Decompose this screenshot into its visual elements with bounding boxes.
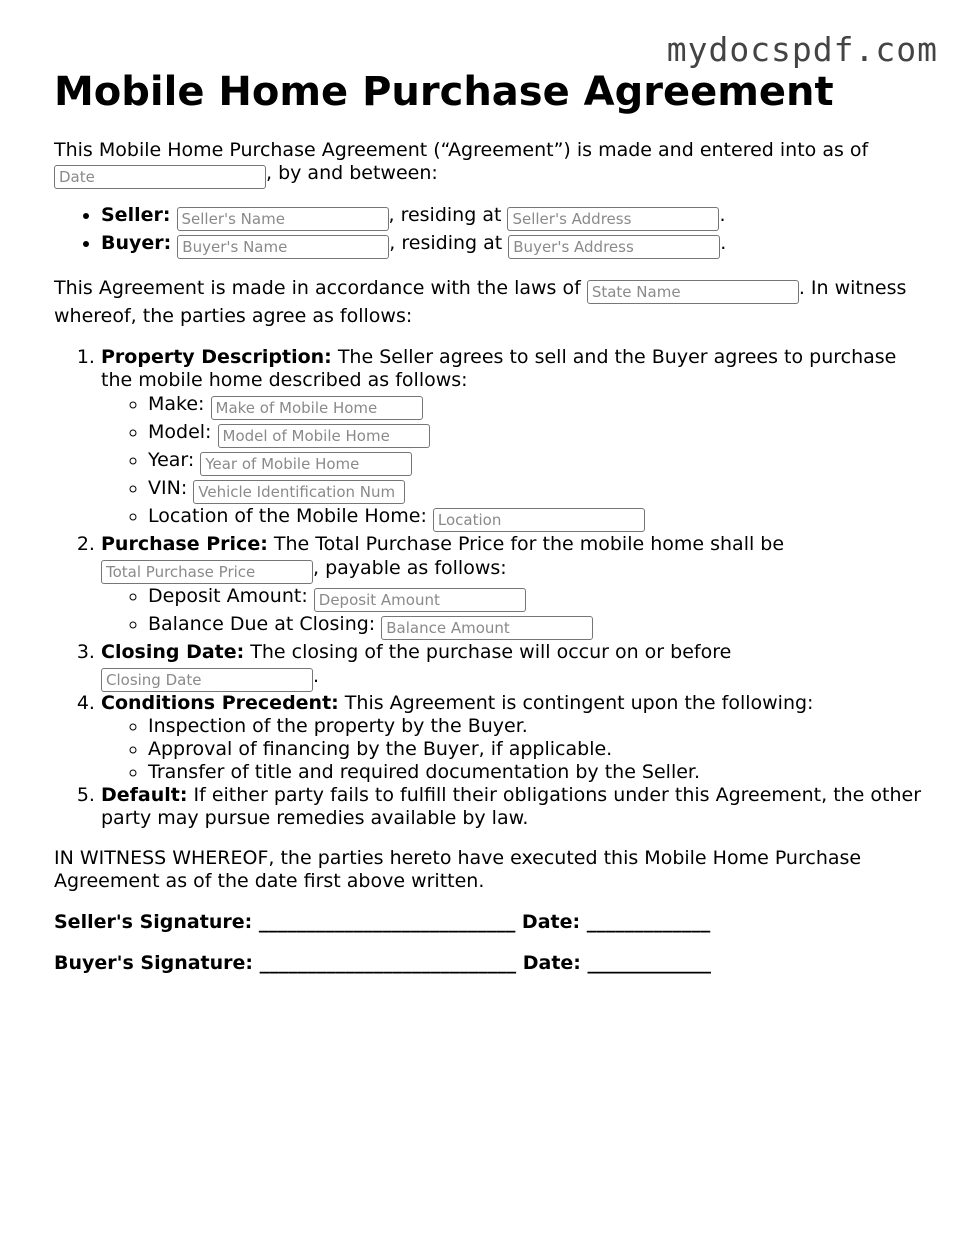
buyer-label: Buyer:: [101, 232, 172, 254]
conditions-list: [101, 715, 924, 784]
vin-input[interactable]: [193, 480, 405, 504]
balance-amount-input[interactable]: [381, 616, 593, 640]
location-item: [148, 504, 924, 532]
closing-text: The closing of the purchase will occur on or before: [244, 641, 732, 663]
state-name-input[interactable]: [587, 280, 799, 304]
year-item: [148, 448, 924, 476]
property-text: The Seller agrees to sell and the Buyer agrees to purchase the mobile home described as follows:: [101, 346, 897, 391]
make-item: [148, 392, 924, 420]
agreement-date-input[interactable]: [54, 165, 266, 189]
watermark: mydocspdf.com: [666, 30, 938, 69]
terms-list: [54, 346, 924, 830]
seller-item: [101, 203, 924, 231]
property-details-list: [101, 392, 924, 532]
price-text: The Total Purchase Price for the mobile home shall be: [267, 533, 785, 555]
year-input[interactable]: [200, 452, 412, 476]
parties-list: [54, 203, 924, 259]
closing-date-input[interactable]: [101, 668, 313, 692]
total-price-input[interactable]: [101, 560, 313, 584]
intro-paragraph: [54, 139, 924, 189]
closing-end: .: [313, 665, 320, 687]
seller-name-input[interactable]: [177, 207, 389, 231]
price-label: Purchase Price:: [101, 533, 268, 555]
witness-paragraph: IN WITNESS WHEREOF, the parties hereto have executed this Mobile Home Purchase Agreement as of the date first above written.: [54, 847, 862, 892]
location-label: Location of the Mobile Home:: [148, 505, 433, 527]
buyer-signature-line: Buyer's Signature: ___________________________ Date: _____________: [54, 952, 712, 974]
balance-item: [148, 612, 924, 640]
buyer-end: .: [720, 232, 727, 254]
conditions-text: This Agreement is contingent upon the following:: [338, 692, 814, 714]
term-property-description: [101, 346, 924, 532]
closing-label: Closing Date:: [101, 641, 245, 663]
agreement-document: [54, 68, 924, 975]
seller-label: Seller:: [101, 204, 171, 226]
payment-list: [101, 584, 924, 640]
laws-text-after: . In witness whereof, the parties agree as follows:: [54, 277, 907, 327]
laws-text: This Agreement is made in accordance with the laws of: [54, 277, 587, 299]
buyer-residing-text: , residing at: [389, 232, 509, 254]
default-text: If either party fails to fulfill their obligations under this Agreement, the other party may pursue remedies available by law.: [101, 784, 922, 829]
deposit-amount-input[interactable]: [314, 588, 526, 612]
default-label: Default:: [101, 784, 188, 806]
term-purchase-price: [101, 532, 924, 640]
property-label: Property Description:: [101, 346, 332, 368]
page-title: Mobile Home Purchase Agreement: [54, 69, 834, 115]
term-closing-date: [101, 640, 924, 692]
model-input[interactable]: [218, 424, 430, 448]
buyer-address-input[interactable]: [508, 235, 720, 259]
condition-item: ◦ Approval of financing by the Buyer, if applicable.: [148, 738, 924, 761]
deposit-label: Deposit Amount:: [148, 585, 314, 607]
seller-end: .: [719, 204, 726, 226]
term-conditions: [101, 692, 924, 784]
buyer-name-input[interactable]: [177, 235, 389, 259]
laws-paragraph: [54, 276, 924, 329]
model-label: Model:: [148, 421, 218, 443]
intro-text-after: , by and between:: [266, 162, 438, 184]
term-default: [101, 784, 924, 830]
price-after: , payable as follows:: [313, 557, 507, 579]
location-input[interactable]: [433, 508, 645, 532]
vin-item: [148, 476, 924, 504]
make-input[interactable]: [211, 396, 423, 420]
buyer-item: [101, 231, 924, 259]
year-label: Year:: [148, 449, 201, 471]
seller-signature-line: Seller's Signature: ___________________________ Date: _____________: [54, 911, 711, 933]
balance-label: Balance Due at Closing:: [148, 613, 382, 635]
condition-item: ◦ Transfer of title and required documentation by the Seller.: [148, 761, 924, 784]
deposit-item: [148, 584, 924, 612]
intro-text: This Mobile Home Purchase Agreement (“Agreement”) is made and entered into as of: [54, 139, 869, 161]
conditions-label: Conditions Precedent:: [101, 692, 339, 714]
make-label: Make:: [148, 393, 211, 415]
seller-address-input[interactable]: [507, 207, 719, 231]
condition-item: ◦ Inspection of the property by the Buyer.: [148, 715, 924, 738]
vin-label: VIN:: [148, 477, 194, 499]
model-item: [148, 420, 924, 448]
seller-residing-text: , residing at: [388, 204, 508, 226]
